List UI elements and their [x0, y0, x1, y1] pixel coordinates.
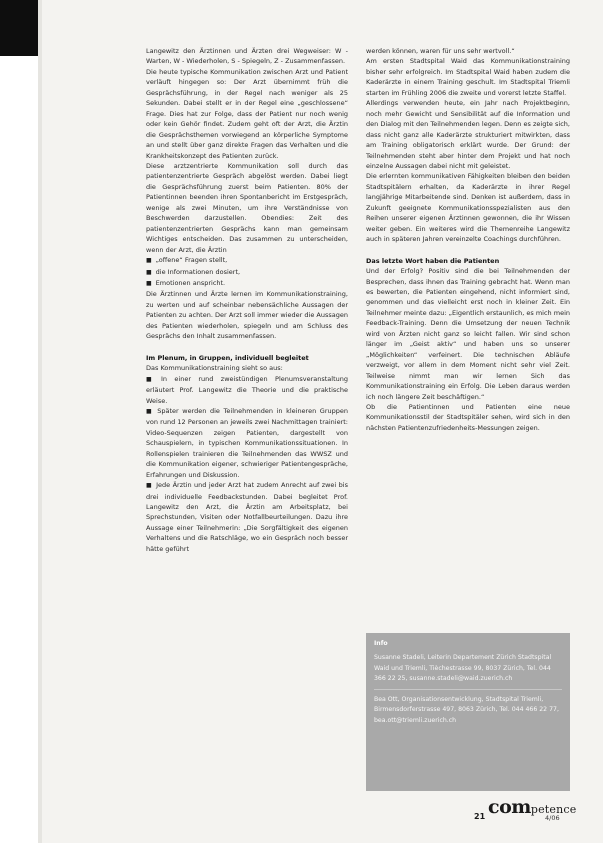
bullet-item: ■ Emotionen anspricht. [146, 278, 348, 289]
body-paragraph: Das Kommunikationstraining sieht so aus: [146, 364, 283, 373]
issue-number: 4/06 [545, 814, 560, 822]
info-box-title: Info [374, 640, 388, 647]
logo-rest: petence [530, 803, 577, 816]
body-paragraph: Diese arztzentrierte Kommunikation soll durch das patientenzentrierte Gespräch abgelöst werden. Dabei liegt die Gesprächsführung zuerst beim Patienten. 80% der Patientinnen beenden ihren Spontanbericht im Erstgespräch, wenige als zwei Minuten, um ihre Verständnisse von Beschwerden darzustellen. Obendies: Zeit des patientenzentrierten Gesprächs kann man gemeinsam Wichtiges entscheiden. Das zusammen zu unterscheiden, wenn der Arzt, die Ärztin [146, 161, 348, 254]
body-paragraph: Die erlernten kommunikativen Fähigkeiten bleiben den beiden Stadtspitälern erhalten, da Kaderärzte in ihrer Regel langjährige Mitarbeitende sind. Denken ist außerdem, dass in Zukunft geeignete Kommunikationsspezialisten aus den Reihen unserer eigenen Ärztinnen gewonnen, die ihr Wissen weiter geben. Ein weiteres wird die Themenreihe Langewitz auch in späteren Jahren vereinzelte Coachings durchführen. [366, 172, 570, 244]
body-paragraph: Die Ärztinnen und Ärzte lernen im Kommunikationstraining, zu werten und auf scheinbar nebensächliche Aussagen der Patienten zu achten. Der Arzt soll immer wieder die Aussagen des Patienten wiederholen, spiegeln und am Schluss des Gesprächs den Inhalt zusammenfassen. [146, 290, 348, 341]
section-heading: Das letzte Wort haben die Patienten [366, 256, 500, 265]
scan-corner-mark [0, 0, 38, 56]
paragraph-gap [146, 342, 348, 353]
info-divider [374, 689, 562, 690]
article-column-left [146, 46, 348, 554]
info-contact-2: Bea Ott, Organisationsentwicklung, Stadtspital Triemli, Birmensdorferstrasse 497, 8063 Zürich, Tel. 044 466 22 77, bea.ott@triemli.zuerich.ch [374, 695, 559, 724]
bullet-item: ■ die Informationen dosiert, [146, 267, 348, 278]
bullet-item: ■ „offene“ Fragen stellt, [146, 255, 348, 266]
article-column-right [366, 46, 570, 433]
magazine-logo [488, 796, 577, 820]
bullet-item: ■ In einer rund zweistündigen Plenumsveranstaltung erläutert Prof. Langewitz die Theorie und die praktische Weise. [146, 374, 348, 406]
body-paragraph: Langewitz den Ärztinnen und Ärzten drei Wegweiser: W - Warten, W - Wiederholen, S - Spiegeln, Z - Zusammenfassen. [146, 47, 348, 66]
page-edge-shadow [38, 0, 42, 843]
body-paragraph: Und der Erfolg? Positiv sind die bei Teilnehmenden der Besprechen, dass ihnen das Training gebracht hat. Wenn man es bewerten, die Patienten eingehend, nicht informiert sind, genommen und das vielleicht erst noch in kleiner Zeit. Ein Teilnehmer meinte dazu: „Eigentlich erstaunlich, es mich mein Feedback-Training. Denn die Umsetzung der neuen Technik wird von Ärzten nicht ganz so leicht fallen. Wir sind schon länger im „Geist aktiv“ und haben uns so unserer „Möglichkeiten“ verfeinert. Die technischen Abläufe verzweigt, vor allem in dem Moment nicht sehr viel Zeit. Teilweise nimmt man wir lernen Sich das Kommunikationstraining ein Erfolg. Die Leben daraus werden ich noch längere Zeit beschäftigen.“ [366, 267, 570, 401]
info-box [366, 633, 570, 791]
paragraph-gap [366, 245, 570, 256]
body-paragraph: werden können, waren für uns sehr wertvoll.“ [366, 47, 515, 55]
section-heading: Im Plenum, in Gruppen, individuell begleitet [146, 353, 309, 362]
page-number: 21 [474, 812, 486, 821]
body-paragraph: Die heute typische Kommunikation zwischen Arzt und Patient verläuft hingegen so: Der Arzt übernimmt früh die Gesprächsführung, in der Regel nach weniger als 25 Sekunden. Dabei stellt er in der Regel eine „geschlossene“ Frage. Dies hat zur Folge, dass der Patient nur noch wenig oder kein Gehör findet. Zudem geht oft der Arzt, die Ärztin die Gesprächsthemen vorwiegend an körperliche Symptome an und stellt über ganz direkte Fragen das Verhalten und die Krankheitskonzept des Patienten zurück. [146, 67, 348, 160]
bullet-item: ■ Jede Ärztin und jeder Arzt hat zudem Anrecht auf zwei bis drei individuelle Feedbackstunden. Dabei begleitet Prof. Langewitz den Arzt, die Ärztin am Arbeitsplatz, bei Sprechstunden, Visiten oder Notfallbeurteilungen. Dazu ihre Aussage einer Teilnehmerin: „Die Sorgfältigkeit des eigenen Verhaltens und die Ratschläge, wo ein Gespräch noch besser hätte geführt [146, 480, 348, 554]
body-paragraph: Am ersten Stadtspital Waid das Kommunikationstraining bisher sehr erfolgreich. Im Stadtspital Waid haben zudem die Kaderärzte in einem Training geschult. Im Stadtspital Triemli starten im Frühling 2006 die zweite und vorerst letzte Staffel. [366, 57, 570, 97]
logo-initial: com [488, 796, 531, 818]
scan-margin [0, 0, 38, 843]
info-contact-1: Susanne Stadeli, Leiterin Departement Zürich Stadtspital Waid und Triemli, Tièchestrasse 99, 8037 Zürich, Tel. 044 366 22 25, susanne.stadeli@waid.zuerich.ch [374, 654, 552, 683]
body-paragraph: Allerdings verwenden heute, ein Jahr nach Projektbeginn, noch mehr Gewicht und Sensibilität auf die Information und den Dialog mit den Teilnehmenden legen. Denn es zeigte sich, dass nicht ganz alle Kaderärzte strukturiert mitwirkten, dass am Training obligatorisch erklärt wurde. Der Grund: der Teilnehmenden steht aber hinter dem Projekt und hat noch einzelne Aussagen dabei nicht mit geleistet. [366, 99, 570, 170]
body-paragraph: Ob die Patientinnen und Patienten eine neue Kommunikationsstil der Stadtspitäler sehen, wird sich in den nächsten Patientenzufriedenheits-Messungen zeigen. [366, 402, 570, 432]
bullet-item: ■ Später werden die Teilnehmenden in kleineren Gruppen von rund 12 Personen an jeweils zwei Nachmittagen trainiert: Video-Sequenzen zeigen Patienten, dargestellt von Schauspielern, in typischen Kommunikationssituationen. In Rollenspielen trainieren die Teilnehmenden das WWSZ und die Kommunikation eigener, schwieriger Patientengespräche, Erfahrungen und Diskussion. [146, 406, 348, 480]
